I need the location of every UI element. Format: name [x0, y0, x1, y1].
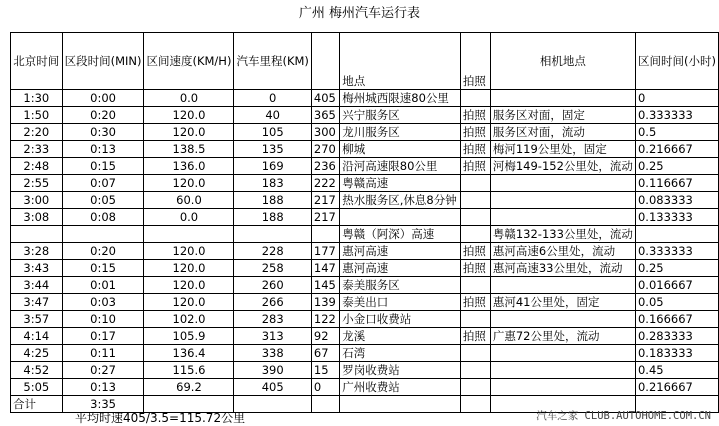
time-cell: 2:55: [11, 175, 63, 192]
time-cell: 3:08: [11, 209, 63, 226]
hours-cell: 0.016667: [635, 277, 718, 294]
header-photo: 拍照: [460, 33, 490, 90]
location-cell: 粤赣（阿深）高速: [340, 226, 461, 243]
segment-time-cell: 0:08: [62, 209, 144, 226]
table-row: [11, 90, 719, 107]
hours-cell: 0.216667: [635, 379, 718, 396]
location-cell: 石湾: [340, 345, 461, 362]
segment-time-cell: 0:13: [62, 379, 144, 396]
table-row: [11, 260, 719, 277]
mileage-cell: 40: [234, 107, 311, 124]
camera-cell: 惠河高速33公里处，流动: [490, 260, 635, 277]
camera-cell: [490, 379, 635, 396]
camera-cell: [490, 192, 635, 209]
table-row: [11, 379, 719, 396]
segment-time-cell: 0:05: [62, 192, 144, 209]
location-cell: 梅州城西限速80公里: [340, 90, 461, 107]
header-camera: 相机地点: [490, 33, 635, 90]
hours-cell: 0.283333: [635, 328, 718, 345]
hours-cell: 0.5: [635, 124, 718, 141]
camera-cell: [490, 311, 635, 328]
header-remaining: [311, 33, 339, 90]
mileage-cell: 105: [234, 124, 311, 141]
location-cell: 惠河高速: [340, 260, 461, 277]
camera-cell: 服务区对面，流动: [490, 124, 635, 141]
time-cell: 3:00: [11, 192, 63, 209]
location-cell: 龙川服务区: [340, 124, 461, 141]
table-row: [11, 362, 719, 379]
photo-cell: [460, 209, 490, 226]
speed-cell: 102.0: [144, 311, 234, 328]
mileage-cell: 188: [234, 192, 311, 209]
empty-cell: [311, 396, 339, 413]
location-cell: 小金口收费站: [340, 311, 461, 328]
time-cell: 4:14: [11, 328, 63, 345]
mileage-cell: 183: [234, 175, 311, 192]
mileage-cell: 283: [234, 311, 311, 328]
table-row: [11, 141, 719, 158]
mileage-cell: 188: [234, 209, 311, 226]
segment-time-cell: 0:03: [62, 294, 144, 311]
location-cell: 惠河高速: [340, 243, 461, 260]
table-row: [11, 328, 719, 345]
segment-time-cell: 0:10: [62, 311, 144, 328]
time-cell: 3:47: [11, 294, 63, 311]
time-cell: 3:44: [11, 277, 63, 294]
photo-cell: 拍照: [460, 141, 490, 158]
location-cell: 龙溪: [340, 328, 461, 345]
camera-cell: 服务区对面，固定: [490, 107, 635, 124]
time-cell: 2:48: [11, 158, 63, 175]
speed-cell: 138.5: [144, 141, 234, 158]
header-location: 地点: [340, 33, 461, 90]
speed-cell: 120.0: [144, 260, 234, 277]
mileage-cell: 390: [234, 362, 311, 379]
total-label: 合计: [11, 396, 63, 413]
speed-cell: 120.0: [144, 277, 234, 294]
speed-cell: 120.0: [144, 107, 234, 124]
photo-cell: [460, 345, 490, 362]
location-cell: 热水服务区,休息8分钟: [340, 192, 461, 209]
speed-cell: 69.2: [144, 379, 234, 396]
hours-cell: 0.166667: [635, 311, 718, 328]
speed-cell: 105.9: [144, 328, 234, 345]
mileage-cell: 169: [234, 158, 311, 175]
table-row: [11, 243, 719, 260]
time-cell: 4:52: [11, 362, 63, 379]
hours-cell: [635, 226, 718, 243]
mileage-cell: 0: [234, 90, 311, 107]
hours-cell: 0: [635, 90, 718, 107]
speed-cell: [144, 226, 234, 243]
hours-cell: 0.183333: [635, 345, 718, 362]
speed-cell: 120.0: [144, 243, 234, 260]
photo-cell: [460, 175, 490, 192]
hours-cell: 0.333333: [635, 107, 718, 124]
photo-cell: [460, 379, 490, 396]
segment-time-cell: 0:07: [62, 175, 144, 192]
table-row: [11, 209, 719, 226]
segment-time-cell: 0:20: [62, 243, 144, 260]
time-cell: 2:33: [11, 141, 63, 158]
photo-cell: 拍照: [460, 243, 490, 260]
photo-cell: 拍照: [460, 294, 490, 311]
location-cell: 兴宁服务区: [340, 107, 461, 124]
speed-cell: 60.0: [144, 192, 234, 209]
segment-time-cell: 0:30: [62, 124, 144, 141]
camera-cell: 梅河119公里处，固定: [490, 141, 635, 158]
hours-cell: 0.216667: [635, 141, 718, 158]
remaining-cell: 217: [311, 192, 339, 209]
mileage-cell: 228: [234, 243, 311, 260]
segment-time-cell: 0:13: [62, 141, 144, 158]
segment-time-cell: 0:15: [62, 158, 144, 175]
table-row: [11, 226, 719, 243]
remaining-cell: 236: [311, 158, 339, 175]
remaining-cell: 405: [311, 90, 339, 107]
photo-cell: [460, 90, 490, 107]
mileage-cell: 313: [234, 328, 311, 345]
photo-cell: 拍照: [460, 328, 490, 345]
hours-cell: 0.05: [635, 294, 718, 311]
table-row: [11, 124, 719, 141]
table-row: [11, 345, 719, 362]
hours-cell: 0.133333: [635, 209, 718, 226]
remaining-cell: 147: [311, 260, 339, 277]
hours-cell: 0.116667: [635, 175, 718, 192]
mileage-cell: 405: [234, 379, 311, 396]
empty-cell: [460, 396, 490, 413]
photo-cell: 拍照: [460, 124, 490, 141]
table-row: [11, 277, 719, 294]
empty-cell: [234, 396, 311, 413]
camera-cell: 惠河41公里处，固定: [490, 294, 635, 311]
hours-cell: 0.333333: [635, 243, 718, 260]
time-cell: 5:05: [11, 379, 63, 396]
header-time: 北京时间: [11, 33, 63, 90]
segment-time-cell: 0:11: [62, 345, 144, 362]
remaining-cell: 67: [311, 345, 339, 362]
remaining-cell: 145: [311, 277, 339, 294]
time-cell: [11, 226, 63, 243]
average-speed-note: 平均时速405/3.5=115.72公里: [75, 411, 246, 425]
remaining-cell: [311, 226, 339, 243]
segment-time-cell: 0:00: [62, 90, 144, 107]
segment-time-cell: 0:01: [62, 277, 144, 294]
location-cell: 柳城: [340, 141, 461, 158]
sheet-title: 广州 梅州汽车运行表: [298, 6, 421, 21]
header-speed: 区间速度(KM/H): [144, 33, 234, 90]
speed-cell: 120.0: [144, 175, 234, 192]
watermark-text: 汽车之家 CLUB.AUTOHOME.COM.CN: [536, 410, 711, 422]
table-row: [11, 294, 719, 311]
camera-cell: [490, 209, 635, 226]
location-cell: 泰美出口: [340, 294, 461, 311]
segment-time-cell: 0:20: [62, 107, 144, 124]
remaining-cell: 270: [311, 141, 339, 158]
remaining-cell: 15: [311, 362, 339, 379]
location-cell: [340, 209, 461, 226]
camera-cell: [490, 345, 635, 362]
table-row: [11, 175, 719, 192]
location-cell: 粤赣高速: [340, 175, 461, 192]
location-cell: 罗岗收费站: [340, 362, 461, 379]
remaining-cell: 300: [311, 124, 339, 141]
photo-cell: 拍照: [460, 158, 490, 175]
location-cell: 沿河高速限80公里: [340, 158, 461, 175]
time-cell: 1:50: [11, 107, 63, 124]
photo-cell: [460, 277, 490, 294]
time-cell: 3:57: [11, 311, 63, 328]
photo-cell: [460, 311, 490, 328]
remaining-cell: 177: [311, 243, 339, 260]
remaining-cell: 217: [311, 209, 339, 226]
segment-time-cell: 0:27: [62, 362, 144, 379]
hours-cell: 0.25: [635, 158, 718, 175]
speed-cell: 136.0: [144, 158, 234, 175]
photo-cell: [460, 226, 490, 243]
remaining-cell: 365: [311, 107, 339, 124]
time-cell: 3:28: [11, 243, 63, 260]
total-segment-time: 3:35: [62, 396, 144, 413]
hours-cell: 0.25: [635, 260, 718, 277]
time-cell: 2:20: [11, 124, 63, 141]
remaining-cell: 139: [311, 294, 339, 311]
camera-cell: [490, 277, 635, 294]
camera-cell: [490, 90, 635, 107]
empty-cell: [340, 396, 461, 413]
camera-cell: [490, 175, 635, 192]
segment-time-cell: [62, 226, 144, 243]
mileage-cell: [234, 226, 311, 243]
hours-cell: 0.45: [635, 362, 718, 379]
header-mileage: 汽车里程(KM): [234, 33, 311, 90]
photo-cell: [460, 362, 490, 379]
mileage-cell: 338: [234, 345, 311, 362]
photo-cell: 拍照: [460, 107, 490, 124]
camera-cell: 粤赣132-133公里处，流动: [490, 226, 635, 243]
time-cell: 3:43: [11, 260, 63, 277]
location-cell: 泰美服务区: [340, 277, 461, 294]
mileage-cell: 266: [234, 294, 311, 311]
speed-cell: 115.6: [144, 362, 234, 379]
camera-cell: 广惠72公里处，流动: [490, 328, 635, 345]
photo-cell: 拍照: [460, 260, 490, 277]
mileage-cell: 135: [234, 141, 311, 158]
remaining-cell: 122: [311, 311, 339, 328]
header-hours: 区间时间(小时): [635, 33, 718, 90]
speed-cell: 136.4: [144, 345, 234, 362]
remaining-cell: 222: [311, 175, 339, 192]
hours-cell: 0.083333: [635, 192, 718, 209]
location-cell: 广州收费站: [340, 379, 461, 396]
time-cell: 1:30: [11, 90, 63, 107]
remaining-cell: 92: [311, 328, 339, 345]
speed-cell: 120.0: [144, 124, 234, 141]
speed-cell: 0.0: [144, 209, 234, 226]
table-row: [11, 311, 719, 328]
table-row: [11, 192, 719, 209]
segment-time-cell: 0:15: [62, 260, 144, 277]
speed-cell: 120.0: [144, 294, 234, 311]
remaining-cell: 0: [311, 379, 339, 396]
segment-time-cell: 0:17: [62, 328, 144, 345]
table-row: [11, 107, 719, 124]
camera-cell: 惠河高速6公里处，流动: [490, 243, 635, 260]
header-segment-time: 区段时间(MIN): [62, 33, 144, 90]
camera-cell: 河梅149-152公里处，流动: [490, 158, 635, 175]
mileage-cell: 260: [234, 277, 311, 294]
time-cell: 4:25: [11, 345, 63, 362]
header-row: [11, 33, 719, 90]
table-row: [11, 158, 719, 175]
camera-cell: [490, 362, 635, 379]
mileage-cell: 258: [234, 260, 311, 277]
speed-cell: 0.0: [144, 90, 234, 107]
schedule-table: [10, 32, 719, 413]
photo-cell: [460, 192, 490, 209]
